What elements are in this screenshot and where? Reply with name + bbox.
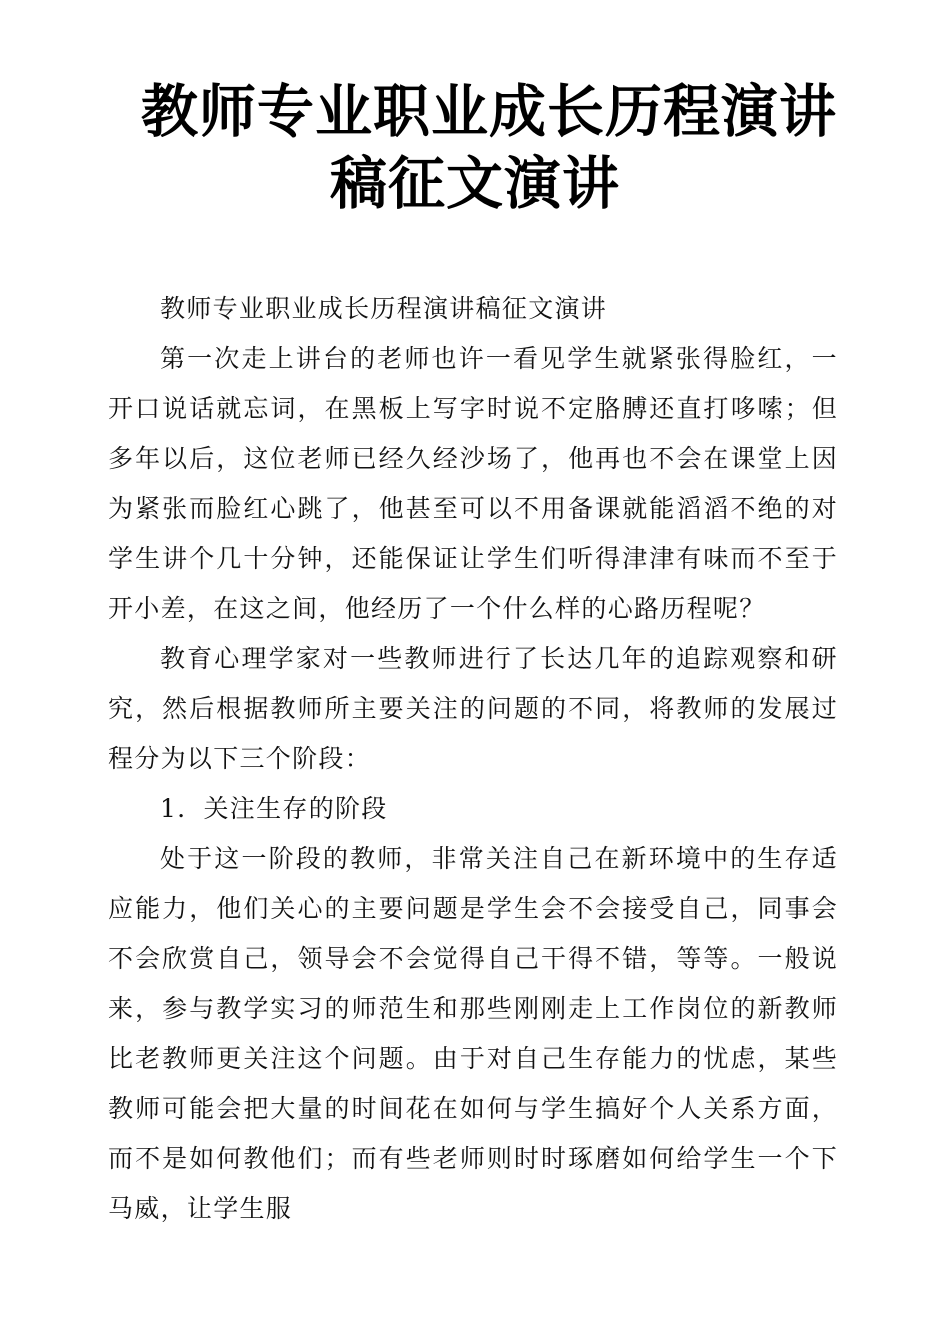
- paragraph: 教育心理学家对一些教师进行了长达几年的追踪观察和研究，然后根据教师所主要关注的问题的不同，将教师的发展过程分为以下三个阶段：: [108, 644, 838, 773]
- paragraph-subtitle: 教师专业职业成长历程演讲稿征文演讲: [160, 294, 608, 323]
- section-heading: 1．关注生存的阶段: [160, 794, 388, 823]
- paragraph: 处于这一阶段的教师，非常关注自己在新环境中的生存适应能力，他们关心的主要问题是学生会不会接受自己，同事会不会欣赏自己，领导会不会觉得自己干得不错，等等。一般说来，参与教学实习的师范生和那些刚刚走上工作岗位的新教师比老教师更关注这个问题。由于对自己生存能力的忧虑，某些教师可能会把大量的时间花在如何与学生搞好个人关系方面，而不是如何教他们；而有些老师则时时琢磨如何给学生一个下马威，让学生服: [108, 844, 838, 1223]
- document-title-line-2: 稿征文演讲: [330, 151, 620, 217]
- paragraph: 第一次走上讲台的老师也许一看见学生就紧张得脸红，一开口说话就忘词，在黑板上写字时说不定胳膊还直打哆嗦；但多年以后，这位老师已经久经沙场了，他再也不会在课堂上因为紧张而脸红心跳了，他甚至可以不用备课就能滔滔不绝的对学生讲个几十分钟，还能保证让学生们听得津津有味而不至于开小差，在这之间，他经历了一个什么样的心路历程呢？: [108, 344, 838, 623]
- document-body: [108, 284, 838, 1234]
- document-title-line-1: 教师专业职业成长历程演讲: [141, 79, 837, 145]
